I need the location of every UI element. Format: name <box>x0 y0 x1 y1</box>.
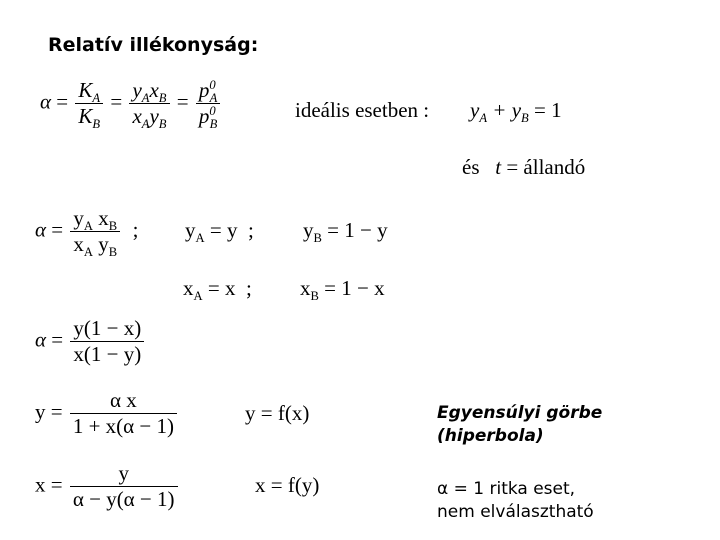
equilibrium-curve-note: Egyensúlyi görbe (hiperbola) <box>437 403 603 446</box>
xa-equals-x: $x_A = x$ ; <box>183 276 252 304</box>
y-of-x-equation: y = $\frac{\text{α x}}{1 + x(\alpha - 1)}$ <box>35 390 179 437</box>
x-function-of-y: x = f(y) <box>255 473 320 497</box>
y-function-of-x: y = f(x) <box>245 401 310 425</box>
composition-ratio-fraction: $\frac{y_Ax_B}{x_Ay_B}$ <box>129 80 169 127</box>
alpha-one-note: α = 1 ritka eset, nem elválasztható <box>437 479 594 522</box>
k-ratio-fraction: $\frac{K_A}{K_B}$ <box>75 80 103 127</box>
yb-equals-1-y: $y_B = 1 - y$ <box>303 218 388 246</box>
ideal-case-text: ideális esetben : <box>295 98 430 122</box>
alpha-simplified-equation: α = $\frac{y(1 - x)}{x(1 - y)}$ <box>35 318 146 365</box>
xb-equals-1-x: $x_B = 1 - x$ <box>300 276 385 304</box>
vapor-pressure-fraction: $\frac{p^0_A}{p^0_B}$ <box>196 80 221 127</box>
ya-equals-y: $y_A = y$ ; <box>185 218 254 246</box>
alpha-xy-equation: α = $\frac{y_A x_B}{x_A y_B}$ ; <box>35 206 139 260</box>
slide-title: Relatív illékonyság: <box>48 34 259 56</box>
x-of-y-equation: x = $\frac{y}{\alpha - y(\alpha - 1)}$ <box>35 463 180 510</box>
ideal-sum-equation: $y_A + y_B = 1$ <box>470 98 562 126</box>
constant-temperature-text: és t = állandó <box>462 155 586 179</box>
alpha-definition-equation: α = $\frac{K_A}{K_B}$ = $\frac{y_Ax_B}{x_Ay_B}$ = $\frac{p^0_A}{p^0_B}$ <box>40 80 222 127</box>
